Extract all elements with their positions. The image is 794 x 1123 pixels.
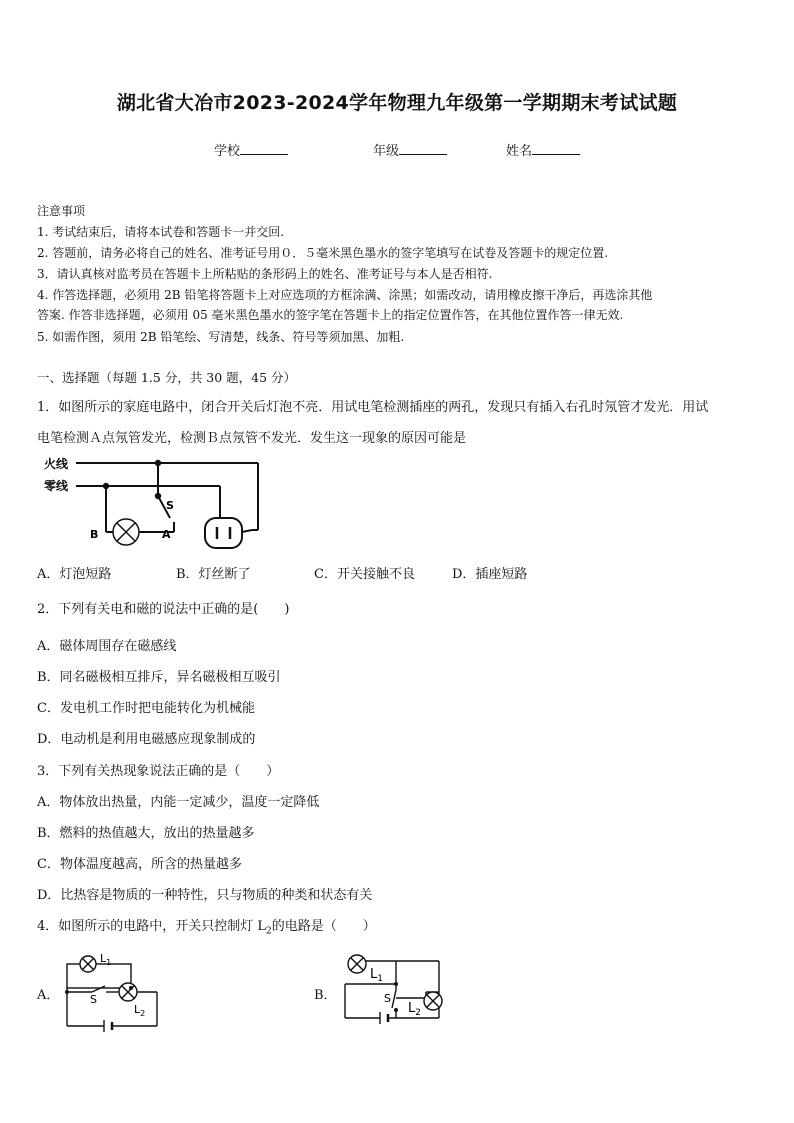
notice-item: 5. 如需作图，须用 2B 铅笔绘、写清楚，线条、符号等须加黑、加粗. [37, 330, 405, 344]
name-field [506, 140, 580, 159]
question-2-option-b[interactable]: B．同名磁极相互排斥，异名磁极相互吸引 [37, 670, 281, 685]
lamp-1-subscript: 1 [106, 958, 112, 967]
point-b-label: B [90, 528, 99, 541]
lamp-1-label [370, 967, 383, 984]
lamp-letter: L [370, 967, 378, 982]
question-4-stem [37, 915, 376, 937]
switch-label: S [384, 992, 391, 1005]
question-4-stem-text: 4．如图所示的电路中，开关只控制灯 L [37, 919, 267, 934]
switch-label: S [90, 993, 97, 1006]
notice-item: 3．请认真核对监考员在答题卡上所粘贴的条形码上的姓名、准考证号与本人是否相符. [37, 267, 493, 281]
notice-heading: 注意事项 [37, 204, 86, 218]
question-4-option-a[interactable]: A． [37, 988, 60, 1003]
lamp-2-subscript: 2 [415, 1008, 421, 1018]
notice-item: 4. 作答选择题，必须用 2B 铅笔将答题卡上对应选项的方框涂满、涂黑；如需改动，请用橡皮擦干净后，再选涂其他 [37, 288, 653, 302]
point-a-label: A [162, 528, 171, 541]
lamp-2-label [134, 1003, 145, 1018]
notice-item: 2. 答题前，请务必将自己的姓名、准考证号用０．５毫米黑色墨水的签字笔填写在试卷及答题卡的规定位置. [37, 246, 609, 260]
question-4-circuit-a [62, 951, 166, 1031]
question-2-stem: 2．下列有关电和磁的说法中正确的是( ) [37, 602, 290, 617]
name-label: 姓名 [506, 144, 533, 159]
question-1-line-1: 1．如图所示的家庭电路中，闭合开关后灯泡不亮．用试电笔检测插座的两孔，发现只有插入右孔时氖管才发光．用试 [37, 400, 709, 415]
question-1-option-c[interactable]: C．开关接触不良 [314, 567, 415, 582]
question-3-stem: 3．下列有关热现象说法正确的是（ ） [37, 764, 280, 779]
question-1-line-2: 电笔检测Ａ点氖管发光，检测Ｂ点氖管不发光．发生这一现象的原因可能是 [37, 431, 467, 446]
school-field [214, 140, 288, 159]
question-4-circuit-b [340, 952, 450, 1030]
lamp-letter: L [408, 1001, 416, 1016]
lamp-1-subscript: 1 [377, 974, 383, 984]
question-2-option-d[interactable]: D．电动机是利用电磁感应现象制成的 [37, 732, 256, 747]
switch-label: S [166, 499, 174, 512]
question-2-option-c[interactable]: C．发电机工作时把电能转化为机械能 [37, 701, 255, 716]
school-blank [240, 142, 288, 155]
grade-field [373, 140, 447, 159]
lamp-1-label [100, 952, 111, 967]
grade-label: 年级 [373, 144, 400, 159]
lamp-2-subscript: 2 [140, 1009, 146, 1018]
question-4-stem-end: 的电路是（ ） [271, 919, 376, 934]
question-3-option-d[interactable]: D．比热容是物质的一种特性，只与物质的种类和状态有关 [37, 888, 373, 903]
lamp-letter: L [100, 952, 107, 965]
question-3-option-a[interactable]: A．物体放出热量，内能一定减少，温度一定降低 [37, 795, 320, 810]
notice-item: 1. 考试结束后，请将本试卷和答题卡一并交回. [37, 225, 285, 239]
page-title: 湖北省大冶市2023-2024学年物理九年级第一学期期末考试试题 [116, 92, 678, 114]
notice-item: 答案. 作答非选择题，必须用 05 毫米黑色墨水的签字笔在答题卡上的指定位置作答，在其他位置作答一律无效. [37, 308, 624, 322]
grade-blank [399, 142, 447, 155]
question-1-option-d[interactable]: D．插座短路 [452, 567, 528, 582]
question-4-stem-subscript: 2 [266, 926, 272, 937]
question-3-option-c[interactable]: C．物体温度越高，所含的热量越多 [37, 857, 242, 872]
question-1-option-b[interactable]: B．灯丝断了 [176, 567, 251, 582]
school-label: 学校 [214, 144, 241, 159]
section-heading: 一、选择题（每题 1.5 分，共 30 题，45 分） [37, 370, 297, 385]
question-3-option-b[interactable]: B．燃料的热值越大，放出的热量越多 [37, 826, 255, 841]
lamp-2-label [408, 1001, 421, 1018]
question-2-option-a[interactable]: A．磁体周围存在磁感线 [37, 639, 177, 654]
question-1-circuit-diagram [40, 452, 270, 556]
question-4-option-b[interactable]: B． [314, 988, 337, 1003]
question-1-option-a[interactable]: A．灯泡短路 [37, 567, 112, 582]
name-blank [532, 142, 580, 155]
lamp-letter: L [134, 1003, 141, 1016]
neutral-wire-label: 零线 [44, 479, 69, 493]
live-wire-label: 火线 [44, 457, 69, 471]
